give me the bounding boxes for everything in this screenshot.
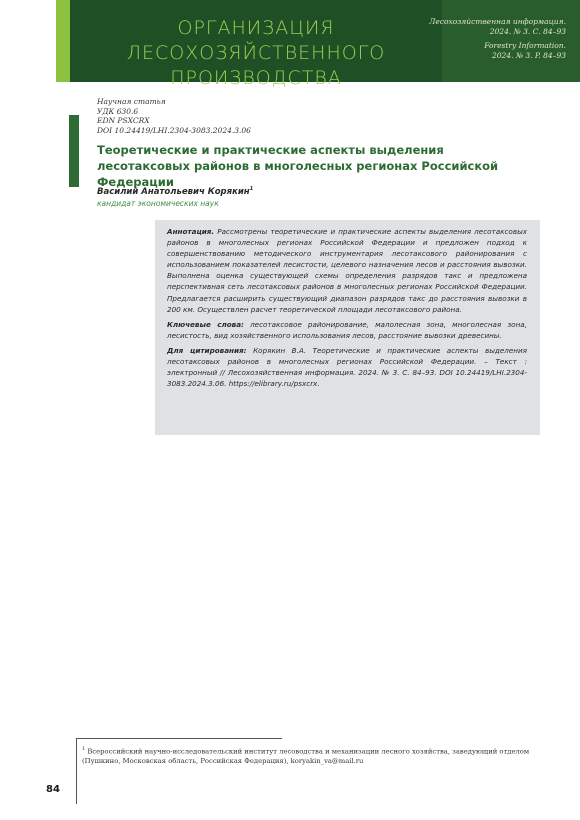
annotation-label: Аннотация. (167, 227, 215, 236)
author-degree: кандидат экономических наук (97, 199, 219, 208)
journal-info (429, 17, 566, 60)
journal-ru-line1: Лесохозяйственная информация. (429, 17, 566, 26)
udk-code: УДК 630.6 (97, 106, 139, 116)
keywords-paragraph (167, 319, 527, 341)
page-number-divider (76, 738, 77, 804)
article-title: Теоретические и практические аспекты выделения лесотаксовых районов в многолесных регионах Российской Федерации (97, 143, 499, 189)
keywords-text: лесотаксовое районирование, малолесная зона, многолесная зона, лесистость, вид хозяйственного использования лесов, расстояние вывозки древесины. (167, 319, 527, 340)
page-number: 84 (46, 784, 60, 795)
header-accent-stripe (56, 0, 70, 82)
section-title-line1: ОРГАНИЗАЦИЯ (177, 17, 335, 39)
journal-en-line2: 2024. № 3. P. 84–93 (491, 50, 566, 60)
annotation-paragraph (167, 226, 527, 315)
section-title-line2: ЛЕСОХОЗЯЙСТВЕННОГО ПРОИЗВОДСТВА (126, 42, 386, 89)
citation-label: Для цитирования: (167, 345, 247, 355)
title-accent-bar (69, 115, 79, 187)
journal-ru-line2: 2024. № 3. С. 84–93 (489, 26, 566, 36)
footnote-divider (76, 738, 282, 739)
footnote-mark: 1 (82, 746, 86, 752)
footnote (82, 744, 550, 766)
citation-text: Корякин В.А. Теоретические и практические аспекты выделения лесотаксовых районов в многолесных регионах Российской Федерации. – Текст : электронный // Лесохозяйственная информация. 2024. № 3. С. 84–93. DOI 10.24419/LHI.2304-3083.2024.3.06. https://elibrary.ru/psxcrx. (167, 345, 527, 389)
article-metadata (97, 97, 251, 135)
footnote-text: Всероссийский научно-исследовательский институт лесоводства и механизации лесного хозяйства, заведующий отделом (Пушкино, Московская область, Российская Федерация), koryakin_va@mail.ru (82, 747, 530, 766)
article-type: Научная статья (97, 97, 166, 106)
journal-en-line1: Forestry Information. (484, 41, 566, 50)
citation-paragraph (167, 345, 527, 389)
abstract-content (167, 226, 527, 393)
annotation-text: Рассмотрены теоретические и практические аспекты выделения лесотаксовых районов в многолесных регионах Российской Федерации и предложен подход к совершенствованию методического инструментария лесотаксового районирования с использованием показателей лесистости, целевого назначения лесов и расстояния вывозки. Выполнена оценка существующей схемы определения разрядов такс и предложена перспективная сеть лесотаксовых районов в многолесных регионах Российской Федерации. Предлагается расширить существующий диапазон разрядов такс до расстояния вывозки в 200 км. Осуществлен расчет теоретической площади лесотаксового района. (167, 227, 527, 314)
author-name: Василий Анатольевич Корякин (97, 186, 250, 197)
edn-code: EDN PSXCRX (97, 116, 150, 126)
keywords-label: Ключевые слова: (167, 319, 244, 329)
doi: DOI 10.24419/LHI.2304-3083.2024.3.06 (97, 125, 251, 135)
author-footnote-mark: 1 (249, 186, 254, 192)
author-line (97, 186, 253, 197)
section-title (70, 16, 442, 91)
